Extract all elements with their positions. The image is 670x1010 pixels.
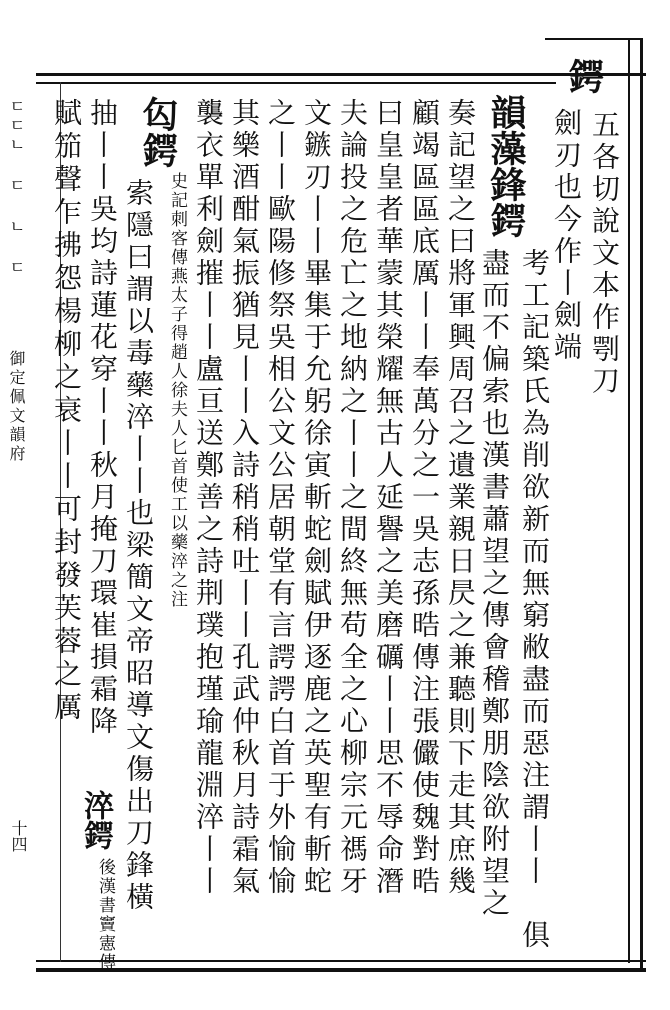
column-11: 其樂酒酣氣振猶見丨丨入詩稍稍吐丨丨孔武仲秋月詩霜氣 — [228, 98, 261, 898]
column-9: 文鏃刃丨丨畢集于允躬徐寅斬蛇劍賦伊逐鹿之英聖有斬蛇 — [300, 98, 333, 898]
page-number: 十四 — [9, 820, 28, 852]
column-15-tail: 後漢書竇憲傳 — [95, 858, 115, 972]
right-border-inner — [628, 38, 630, 963]
column-13: 史記刺客傳燕太子得趙人徐夫人匕首使工以藥淬之注 — [167, 172, 187, 609]
column-3-end: 俱 — [518, 920, 551, 952]
column-6: 顧竭區區底厲丨丨奉萬分之一吳志孫晧傳注張儼使魏對晧 — [408, 98, 441, 898]
entry-heading-3: 淬鍔 — [78, 790, 113, 850]
column-7: 曰皇皇者華蒙其榮耀無古人延譽之美磨礪丨丨思不辱命潛 — [372, 98, 405, 898]
column-8: 夫論投之危亡之地納之丨丨之間終無苟全之心柳宗元禡牙 — [336, 98, 369, 898]
column-12: 襲衣單利劍摧丨丨盧亘送鄭善之詩荆璞抱瑾瑜龍淵淬丨丨 — [192, 98, 225, 898]
book-title: 御定佩文韻府 — [7, 350, 26, 464]
header-bracket — [545, 38, 643, 40]
headword: 鍔 — [563, 58, 605, 94]
column-15: 抽丨丨吳均詩蓮花穿丨丨秋月掩刀環崔損霜降 — [86, 98, 119, 738]
column-2: 劍刃也今作丨劍端 — [550, 108, 583, 364]
right-border — [640, 38, 643, 968]
entry-heading-2: 匃鍔 — [137, 96, 179, 168]
column-16: 賦笳聲乍拂怨楊柳之衰丨丨可封發芙蓉之厲 — [50, 98, 83, 725]
top-border-inner — [36, 82, 556, 84]
bottom-border — [36, 968, 646, 972]
column-10: 之丨丨歐陽修祭吳相公文公居朝堂有言諤諤白首于外愉愉 — [264, 98, 297, 898]
gutter-marks: ㄷㄷㄴ ㄷ ㄴ ㄷ — [7, 98, 26, 278]
bottom-border-inner — [36, 960, 646, 962]
column-3-note: 考工記築氏為削欲新而無窮敝盡而惡注謂丨丨 — [518, 248, 551, 888]
column-1: 五各切說文本作㓵刀 — [588, 110, 621, 398]
column-4: 盡而不偏索也漢書蕭望之傳會稽鄭朋陰欲附望之 — [478, 248, 511, 920]
top-border — [36, 73, 646, 76]
column-5: 奏記望之曰將軍興周召之遺業親日昃之兼聽則下走其庶幾 — [444, 98, 477, 898]
entry-heading-1: 韻藻鋒鍔 — [485, 94, 527, 238]
column-14: 索隱曰謂以毒藥淬丨丨也梁簡文帝昭導文傷出刀鋒橫 — [122, 178, 155, 914]
